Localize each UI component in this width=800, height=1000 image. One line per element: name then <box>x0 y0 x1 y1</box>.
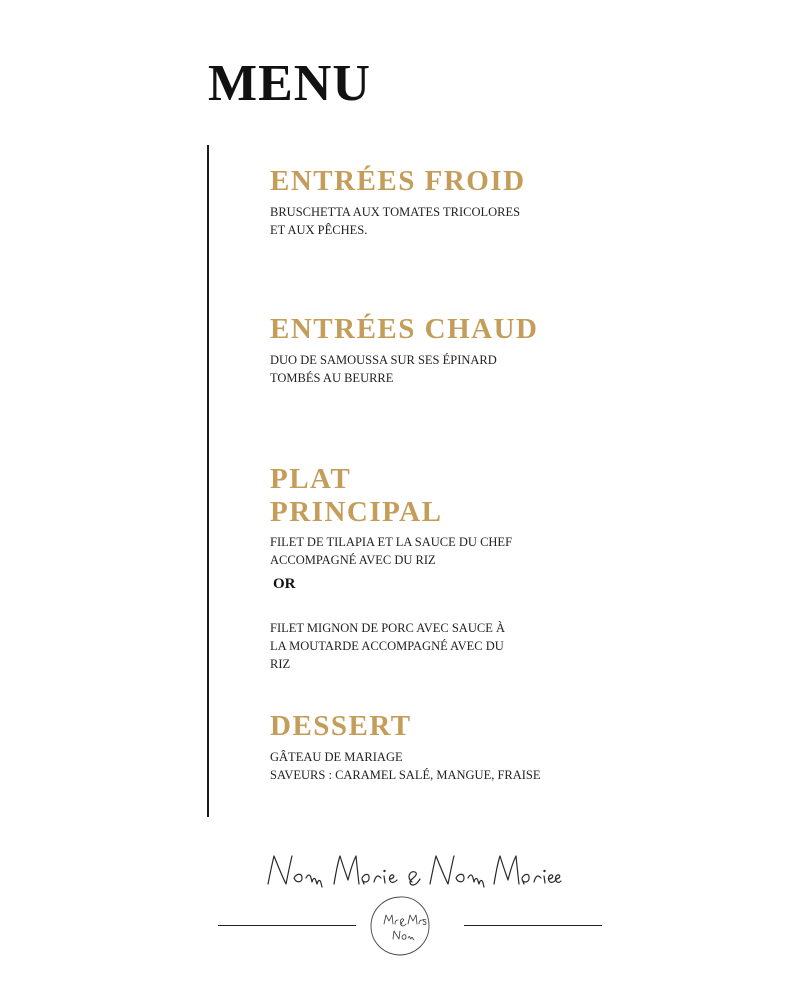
section-description-entrees-chaud <box>270 351 497 387</box>
section-title-line: PLAT <box>270 463 352 495</box>
section-title-entrees-chaud <box>270 313 538 346</box>
section-title-line: ENTRÉES FROID <box>270 165 526 197</box>
description-line: BRUSCHETTA AUX TOMATES TRICOLORES <box>270 205 521 219</box>
section-description-plat-principal <box>270 533 512 569</box>
section-title-line: ENTRÉES CHAUD <box>270 313 539 345</box>
section-alt-description-plat-principal <box>270 619 505 673</box>
section-title-plat-principal <box>270 463 442 529</box>
description-line: DUO DE SAMOUSSA SUR SES ÉPINARD <box>270 353 497 367</box>
description-line: ACCOMPAGNÉ AVEC DU RIZ <box>270 553 436 567</box>
section-title-dessert <box>270 710 412 743</box>
page-title: MENU <box>208 55 371 112</box>
description-line: LA MOUTARDE ACCOMPAGNÉ AVEC DU <box>270 639 504 653</box>
description-line: GÂTEAU DE MARIAGE <box>270 750 403 764</box>
description-line: SAVEURS : CARAMEL SALÉ, MANGUE, FRAISE <box>270 768 541 782</box>
description-line: RIZ <box>270 657 291 671</box>
monogram-seal <box>368 894 432 958</box>
section-title-line: PRINCIPAL <box>270 496 443 528</box>
section-title-line: DESSERT <box>270 710 412 742</box>
description-line: ET AUX PÊCHES. <box>270 223 368 237</box>
or-label: OR <box>273 576 296 592</box>
description-line: FILET MIGNON DE PORC AVEC SAUCE À <box>270 621 505 635</box>
description-line: TOMBÉS AU BEURRE <box>270 371 394 385</box>
footer-divider-left <box>218 925 356 926</box>
section-description-entrees-froid <box>270 203 520 239</box>
section-description-dessert <box>270 748 541 784</box>
section-title-entrees-froid <box>270 165 526 198</box>
footer-divider-right <box>464 925 602 926</box>
description-line: FILET DE TILAPIA ET LA SAUCE DU CHEF <box>270 535 513 549</box>
couple-signature <box>262 848 562 896</box>
vertical-divider <box>207 145 209 817</box>
